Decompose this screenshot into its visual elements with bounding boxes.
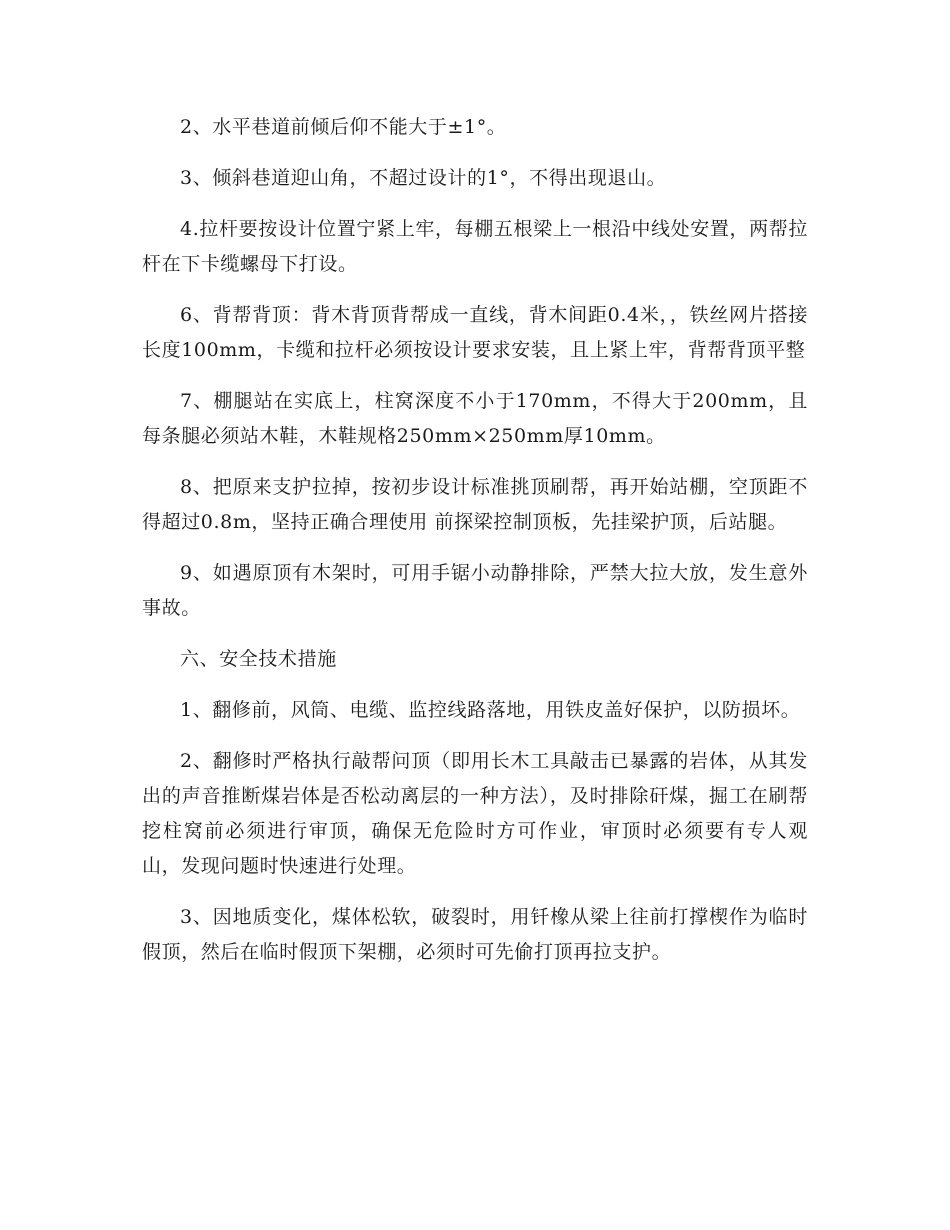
paragraph-safety-1: 1、翻修前，风筒、电缆、监控线路落地，用铁皮盖好保护，以防损坏。 [180,699,801,721]
paragraph-safety-3: 3、因地质变化，煤体松软，破裂时，用钎橡从梁上往前打撑楔作为临时假顶，然后在临时假顶下架棚，必须时可先偷打顶再拉支护。 [142,906,808,963]
paragraph-removal: 8、把原来支护拉掉，按初步设计标准挑顶刷帮，再开始站棚，空顶距不得超过0.8m，坚持正确合理使用 前探梁控制顶板，先挂梁护顶，后站腿。 [142,476,808,533]
paragraph-incline-angle: 3、倾斜巷道迎山角，不超过设计的1°，不得出现退山。 [180,167,667,189]
paragraph-lagging: 6、背帮背顶：背木背顶背帮成一直线，背木间距0.4米，，铁丝网片搭接长度100mm，卡缆和拉杆必须按设计要求安装，且上紧上牢，背帮背顶平整 [142,304,808,361]
paragraph-wood-frame: 9、如遇原顶有木架时，可用手锯小动静排除，严禁大拉大放，发生意外事故。 [142,562,808,619]
paragraph-safety-2: 2、翻修时严格执行敲帮问顶（即用长木工具敲击已暴露的岩体，从其发出的声音推断煤岩体是否松动离层的一种方法），及时排除矸煤，掘工在刷帮挖柱窝前必须进行审顶，确保无危险时方可作业，审顶时必须要有专人观山，发现问题时快速进行处理。 [142,750,808,877]
document-body [142,110,808,986]
paragraph-legs: 7、棚腿站在实底上，柱窝深度不小于170mm，不得大于200mm，且每条腿必须站木鞋，木鞋规格250mm×250mm厚10mm。 [142,390,808,447]
paragraph-level-tolerance: 2、水平巷道前倾后仰不能大于±1°。 [180,116,507,138]
section-heading-safety: 六、安全技术措施 [180,648,337,670]
paragraph-tie-rods: 4.拉杆要按设计位置宁紧上牢，每棚五根梁上一根沿中线处安置，两帮拉杆在下卡缆螺母下打设。 [142,218,808,275]
